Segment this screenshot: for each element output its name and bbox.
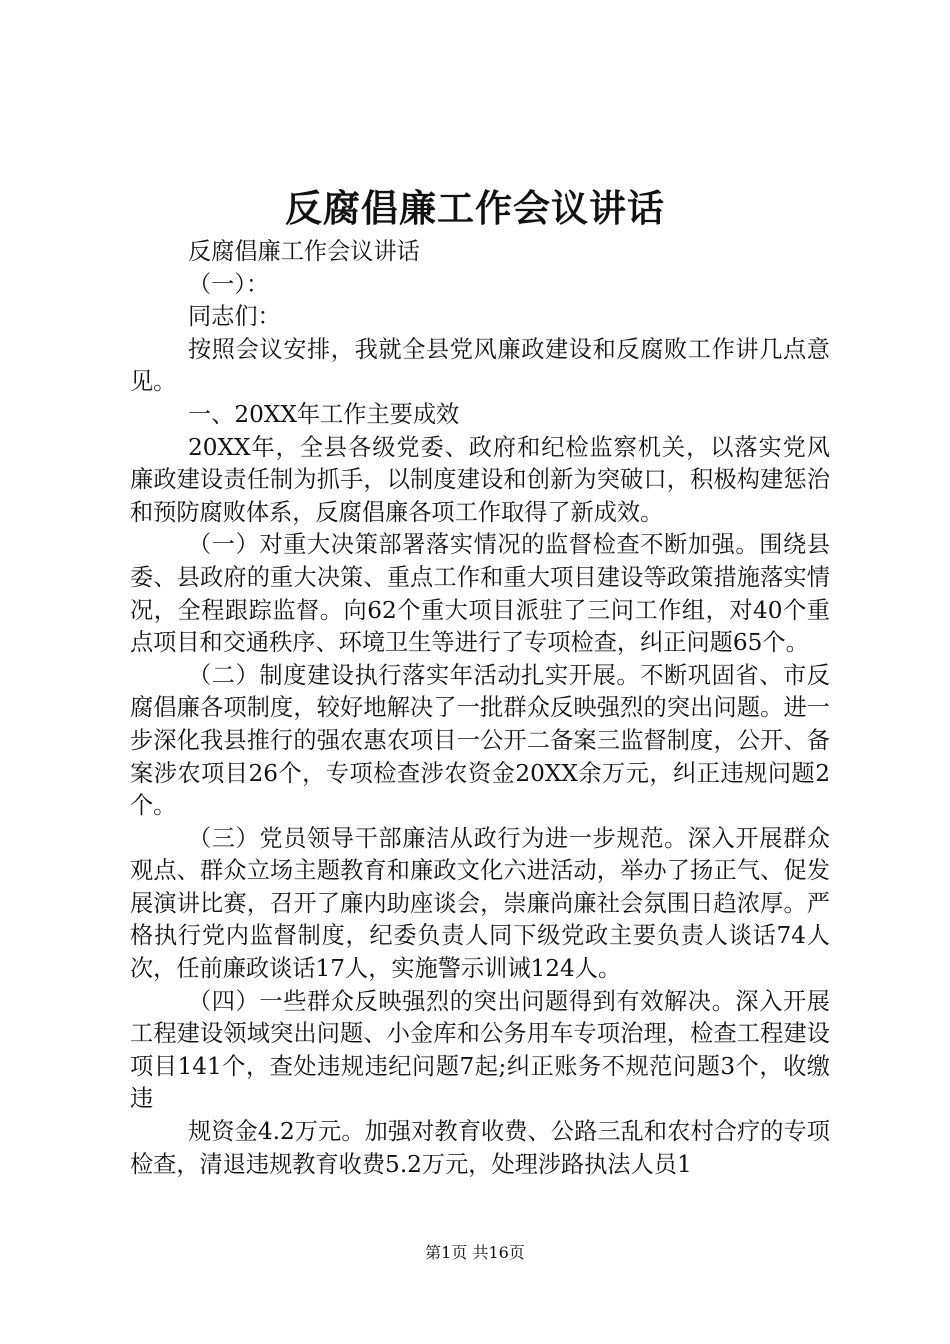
paragraph-summary: 20XX年，全县各级党委、政府和纪检监察机关，以落实党风廉政建设责任制为抓手，以制度建设和创新为突破口，积极构建惩治和预防腐败体系，反腐倡廉各项工作取得了新成效。 (130, 433, 830, 526)
paragraph-part-label: （一）： (188, 270, 270, 298)
document-title: 反腐倡廉工作会议讲话 (285, 186, 665, 230)
page-number: 第1页 共16页 (425, 1243, 525, 1262)
paragraph-item-2: （二）制度建设执行落实年活动扎实开展。不断巩固省、市反腐倡廉各项制度，较好地解决了一批群众反映强烈的突出问题。进一步深化我县推行的强农惠农项目一公开二备案三监督制度，公开、备案涉农项目26个，专项检查涉农资金20XX余万元，纠正违规问题2个。 (130, 661, 830, 820)
paragraph-intro: 按照会议安排，我就全县党风廉政建设和反腐败工作讲几点意见。 (130, 335, 830, 396)
document-body (130, 236, 830, 1181)
paragraph-item-4: （四）一些群众反映强烈的突出问题得到有效解决。深入开展工程建设领域突出问题、小金库和公务用车专项治理，检查工程建设项目141个，查处违规违纪问题7起;纠正账务不规范问题3个，收缴违 (130, 987, 830, 1113)
paragraph-salutation: 同志们： (188, 303, 281, 331)
paragraph-item-1: （一）对重大决策部署落实情况的监督检查不断加强。围绕县委、县政府的重大决策、重点工作和重大项目建设等政策措施落实情况，全程跟踪监督。向62个重大项目派驻了三问工作组，对40个重点项目和交通秩序、环境卫生等进行了专项检查，纠正问题65个。 (130, 531, 830, 657)
section-heading: 一、20XX年工作主要成效 (188, 400, 460, 428)
paragraph-item-3: （三）党员领导干部廉洁从政行为进一步规范。深入开展群众观点、群众立场主题教育和廉政文化六进活动，举办了扬正气、促发展演讲比赛，召开了廉内助座谈会，崇廉尚廉社会氛围日趋浓厚。严格执行党内监督制度，纪委负责人同下级党政主要负责人谈话74人次，任前廉政谈话17人，实施警示训诫124人。 (130, 824, 830, 983)
paragraph-item-4-continued: 规资金4.2万元。加强对教育收费、公路三乱和农村合疗的专项检查，清退违规教育收费5.2万元，处理涉路执法人员1 (130, 1118, 830, 1178)
paragraph-subtitle: 反腐倡廉工作会议讲话 (188, 238, 420, 265)
